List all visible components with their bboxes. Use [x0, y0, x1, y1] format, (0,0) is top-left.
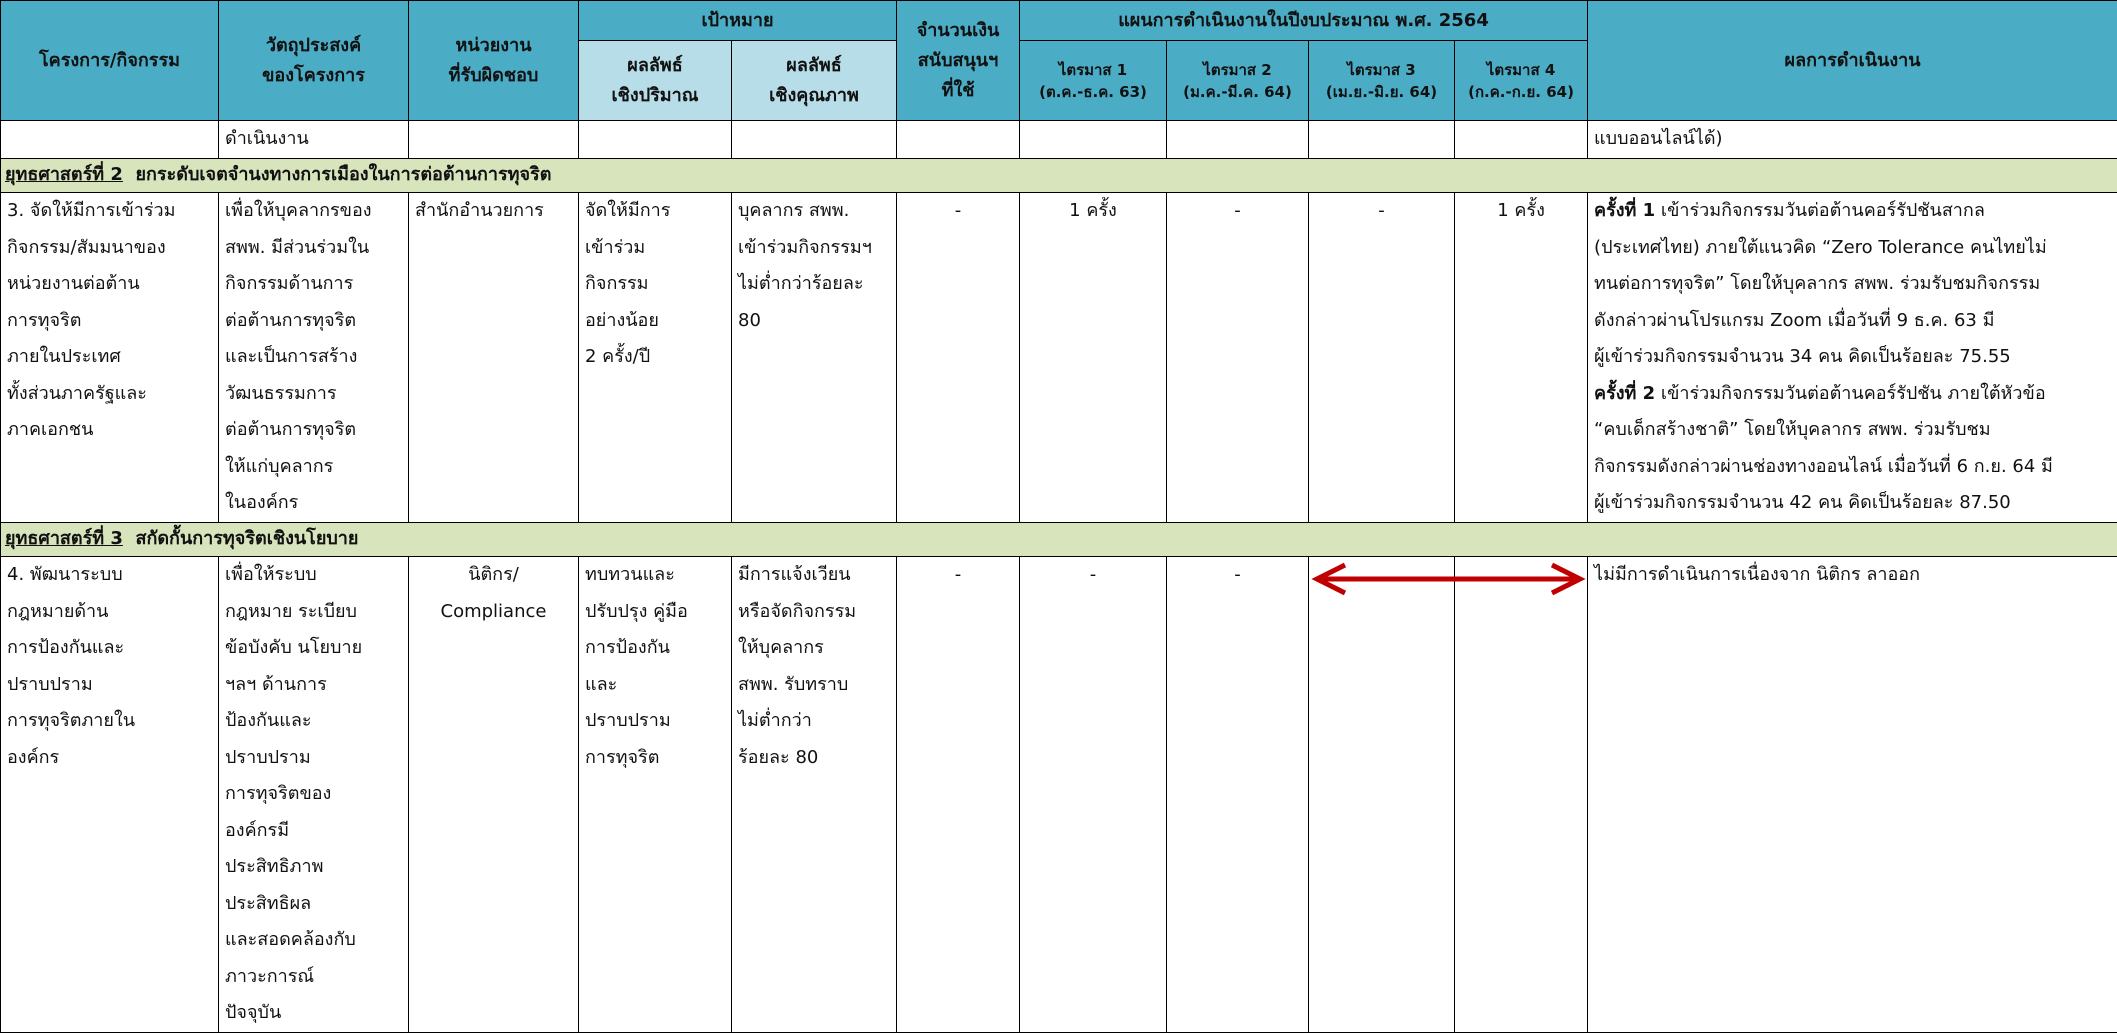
result-label: ครั้งที่ 1 — [1594, 200, 1655, 221]
result-cell: ไม่มีการดำเนินการเนื่องจาก นิติกร ลาออก — [1588, 557, 2117, 1033]
quarter-3-cell — [1309, 557, 1455, 1033]
strategy-row — [1, 523, 2117, 557]
strategy-3-heading: ยุทธศาสตร์ที่ 3 สกัดกั้นการทุจริตเชิงนโยบาย — [1, 523, 2117, 557]
result-cell: ครั้งที่ 1 เข้าร่วมกิจกรรมวันต่อต้านคอร์รัปชันสากล (ประเทศไทย) ภายใต้แนวคิด “Zero Tolerance คนไทยไม่ ทนต่อการทุจริต” โดยให้บุคลากร สพพ. ร่วมรับชมกิจกรรม ดังกล่าวผ่านโปรแกรม Zoom เมื่อวันที่ 9 ธ.ค. 63 มี ผู้เข้าร่วมกิจกรรมจำนวน 34 คน คิดเป็นร้อยละ 75.55 ครั้งที่ 2 เข้าร่วมกิจกรรมวันต่อต้านคอร์รัปชัน ภายใต้หัวข้อ “คบเด็กสร้างชาติ” โดยให้บุคลากร สพพ. ร่วมรับชม กิจกรรมดังกล่าวผ่านช่องทางออนไลน์ เมื่อวันที่ 6 ก.ย. 64 มี ผู้เข้าร่วมกิจกรรมจำนวน 42 คน คิดเป็นร้อยละ 87.50 — [1588, 193, 2117, 523]
target-quantity-cell: จัดให้มีการ เข้าร่วม กิจกรรม อย่างน้อย 2 ครั้ง/ปี — [579, 193, 732, 523]
objective-cell: เพื่อให้ระบบ กฎหมาย ระเบียบ ข้อบังคับ นโยบาย ฯลฯ ด้านการ ป้องกันและ ปราบปราม การทุจริตของ องค์กรมี ประสิทธิภาพ ประสิทธิผล และสอดคล้องกับ ภาวะการณ์ ปัจจุบัน — [219, 557, 409, 1033]
budget-cell: - — [897, 193, 1020, 523]
quarter-2-cell: - — [1167, 193, 1309, 523]
responsible-cell: สำนักอำนวยการ — [409, 193, 579, 523]
project-cell: 3. จัดให้มีการเข้าร่วม กิจกรรม/สัมมนาของ หน่วยงานต่อต้าน การทุจริต ภายในประเทศ ทั้งส่วนภาครัฐและ ภาคเอกชน — [1, 193, 219, 523]
header-objective: วัตถุประสงค์ ของโครงการ — [219, 1, 409, 121]
header-quarter-4: ไตรมาส 4 (ก.ค.-ก.ย. 64) — [1455, 41, 1588, 121]
table-row — [1, 193, 2117, 523]
quarter-1-cell: 1 ครั้ง — [1020, 193, 1167, 523]
double-arrow-icon — [1309, 557, 1588, 597]
header-responsible: หน่วยงาน ที่รับผิดชอบ — [409, 1, 579, 121]
table-row — [1, 557, 2117, 1033]
header-quarter-2: ไตรมาส 2 (ม.ค.-มี.ค. 64) — [1167, 41, 1309, 121]
header-project: โครงการ/กิจกรรม — [1, 1, 219, 121]
responsible-cell: นิติกร/ Compliance — [409, 557, 579, 1033]
header-target-quality: ผลลัพธ์ เชิงคุณภาพ — [732, 41, 897, 121]
target-quantity-cell: ทบทวนและ ปรับปรุง คู่มือ การป้องกัน และ ปราบปราม การทุจริต — [579, 557, 732, 1033]
quarter-1-cell: - — [1020, 557, 1167, 1033]
quarter-3-cell: - — [1309, 193, 1455, 523]
project-cell: 4. พัฒนาระบบ กฎหมายด้าน การป้องกันและ ปราบปราม การทุจริตภายใน องค์กร — [1, 557, 219, 1033]
quarter-2-cell: - — [1167, 557, 1309, 1033]
objective-cell: ดำเนินงาน — [219, 121, 409, 159]
strategy-2-heading: ยุทธศาสตร์ที่ 2 ยกระดับเจตจำนงทางการเมืองในการต่อต้านการทุจริต — [1, 159, 2117, 193]
header-result: ผลการดำเนินงาน — [1588, 1, 2117, 121]
table-row — [1, 121, 2117, 159]
result-label: ครั้งที่ 2 — [1594, 383, 1655, 404]
target-quality-cell: บุคลากร สพพ. เข้าร่วมกิจกรรมฯ ไม่ต่ำกว่าร้อยละ 80 — [732, 193, 897, 523]
header-target-quantity: ผลลัพธ์ เชิงปริมาณ — [579, 41, 732, 121]
quarter-4-cell — [1455, 557, 1588, 1033]
header-quarter-3: ไตรมาส 3 (เม.ย.-มิ.ย. 64) — [1309, 41, 1455, 121]
target-quality-cell: มีการแจ้งเวียน หรือจัดกิจกรรม ให้บุคลากร สพพ. รับทราบ ไม่ต่ำกว่า ร้อยละ 80 — [732, 557, 897, 1033]
header-plan: แผนการดำเนินงานในปีงบประมาณ พ.ศ. 2564 — [1020, 1, 1588, 41]
strategy-row — [1, 159, 2117, 193]
result-cell: แบบออนไลน์ได้) — [1588, 121, 2117, 159]
budget-cell: - — [897, 557, 1020, 1033]
objective-cell: เพื่อให้บุคลากรของ สพพ. มีส่วนร่วมใน กิจกรรมด้านการ ต่อต้านการทุจริต และเป็นการสร้าง วัฒนธรรมการ ต่อต้านการทุจริต ให้แก่บุคลากร ในองค์กร — [219, 193, 409, 523]
quarter-4-cell: 1 ครั้ง — [1455, 193, 1588, 523]
header-quarter-1: ไตรมาส 1 (ต.ค.-ธ.ค. 63) — [1020, 41, 1167, 121]
header-target: เป้าหมาย — [579, 1, 897, 41]
header-budget: จำนวนเงิน สนับสนุนฯ ที่ใช้ — [897, 1, 1020, 121]
